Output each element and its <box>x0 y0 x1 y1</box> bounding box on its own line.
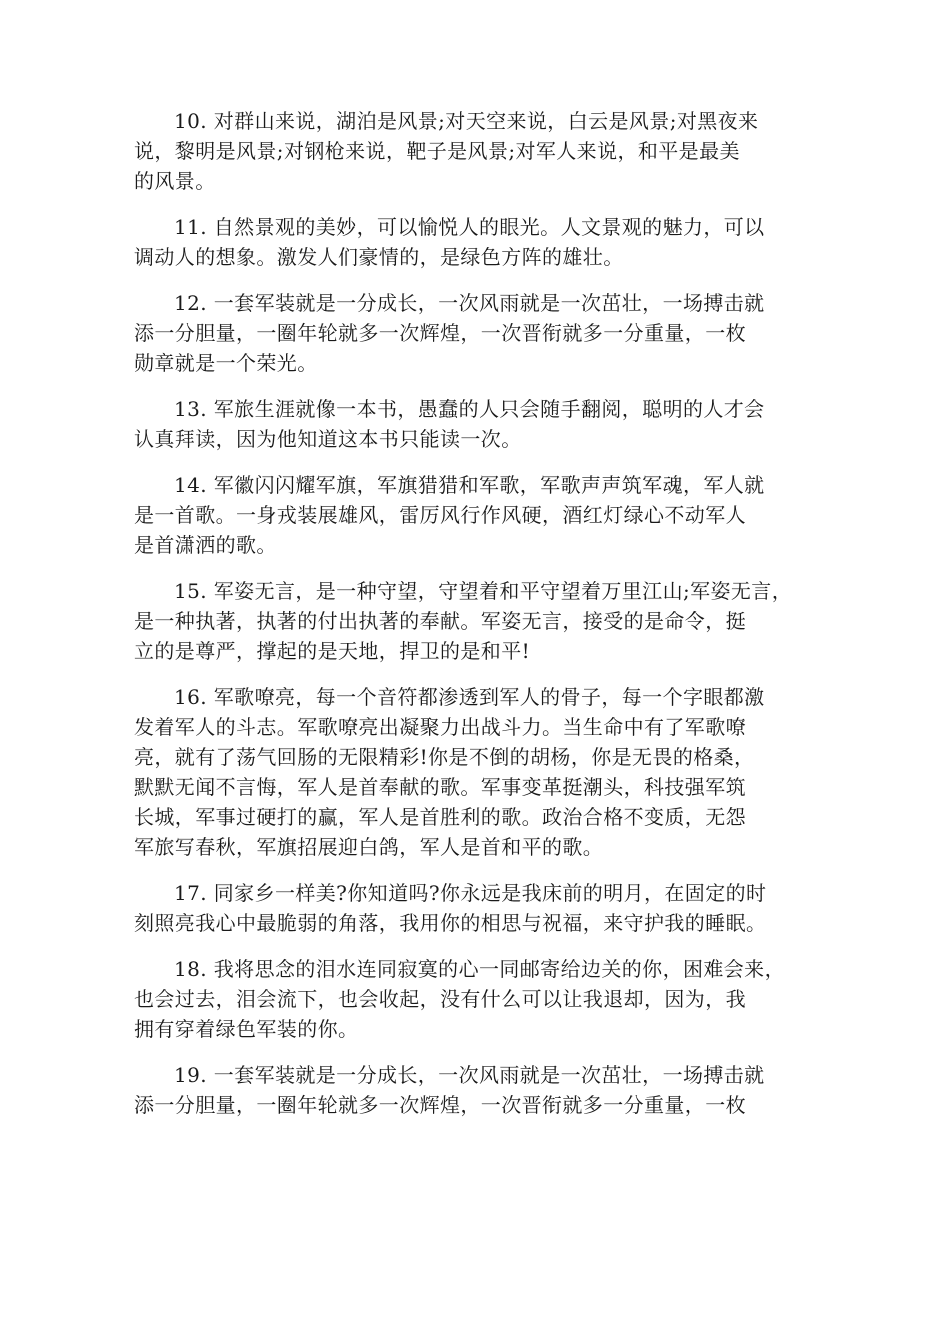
paragraph-line: 19. 一套军装就是一分成长，一次风雨就是一次茁壮，一场搏击就 <box>174 1063 765 1087</box>
paragraph-line: 的风景。 <box>134 169 216 193</box>
paragraph-16 <box>134 682 824 862</box>
paragraph-line: 亮，就有了荡气回肠的无限精彩!你是不倒的胡杨，你是无畏的格桑， <box>134 745 755 769</box>
paragraph-line: 15. 军姿无言，是一种守望，守望着和平守望着万里江山;军姿无言， <box>174 579 793 603</box>
paragraph-line: 长城，军事过硬打的赢，军人是首胜利的歌。政治合格不变质，无怨 <box>134 805 746 829</box>
paragraph-line: 军旅写春秋，军旗招展迎白鸽，军人是首和平的歌。 <box>134 835 604 859</box>
paragraph-line: 13. 军旅生涯就像一本书，愚蠢的人只会随手翻阅，聪明的人才会 <box>174 397 765 421</box>
paragraph-12 <box>134 288 824 378</box>
paragraph-line: 是一种执著，执著的付出执著的奉献。军姿无言，接受的是命令，挺 <box>134 609 746 633</box>
paragraph-line: 拥有穿着绿色军装的你。 <box>134 1017 359 1041</box>
paragraph-15 <box>134 576 824 666</box>
paragraph-line: 勋章就是一个荣光。 <box>134 351 318 375</box>
paragraph-10 <box>134 106 824 196</box>
paragraph-17 <box>134 878 824 938</box>
paragraph-18 <box>134 954 824 1044</box>
paragraph-line: 认真拜读，因为他知道这本书只能读一次。 <box>134 427 522 451</box>
paragraph-line: 18. 我将思念的泪水连同寂寞的心一同邮寄给边关的你，困难会来， <box>174 957 785 981</box>
paragraph-11 <box>134 212 824 272</box>
paragraph-line: 12. 一套军装就是一分成长，一次风雨就是一次茁壮，一场搏击就 <box>174 291 765 315</box>
paragraph-line: 发着军人的斗志。军歌嘹亮出凝聚力出战斗力。当生命中有了军歌嘹 <box>134 715 746 739</box>
paragraph-line: 是一首歌。一身戎装展雄风，雷厉风行作风硬，酒红灯绿心不动军人 <box>134 503 746 527</box>
paragraph-line: 也会过去，泪会流下，也会收起，没有什么可以让我退却，因为，我 <box>134 987 746 1011</box>
paragraph-line: 11. 自然景观的美妙，可以愉悦人的眼光。人文景观的魅力，可以 <box>174 215 765 239</box>
paragraph-line: 默默无闻不言悔，军人是首奉献的歌。军事变革挺潮头，科技强军筑 <box>134 775 746 799</box>
paragraph-19 <box>134 1060 824 1120</box>
paragraph-13 <box>134 394 824 454</box>
paragraph-line: 立的是尊严，撑起的是天地，捍卫的是和平! <box>134 639 531 663</box>
paragraph-line: 是首潇洒的歌。 <box>134 533 277 557</box>
paragraph-line: 刻照亮我心中最脆弱的角落，我用你的相思与祝福，来守护我的睡眠。 <box>134 911 767 935</box>
paragraph-line: 说，黎明是风景;对钢枪来说，靶子是风景;对军人来说，和平是最美 <box>134 139 740 163</box>
paragraph-line: 添一分胆量，一圈年轮就多一次辉煌，一次晋衔就多一分重量，一枚 <box>134 321 746 345</box>
paragraph-line: 14. 军徽闪闪耀军旗，军旗猎猎和军歌，军歌声声筑军魂，军人就 <box>174 473 765 497</box>
paragraph-14 <box>134 470 824 560</box>
paragraph-line: 添一分胆量，一圈年轮就多一次辉煌，一次晋衔就多一分重量，一枚 <box>134 1093 746 1117</box>
paragraph-line: 16. 军歌嘹亮，每一个音符都渗透到军人的骨子，每一个字眼都激 <box>174 685 765 709</box>
paragraph-line: 10. 对群山来说，湖泊是风景;对天空来说，白云是风景;对黑夜来 <box>174 109 759 133</box>
paragraph-line: 调动人的想象。激发人们豪情的，是绿色方阵的雄壮。 <box>134 245 624 269</box>
document-body <box>134 106 824 1136</box>
paragraph-line: 17. 同家乡一样美?你知道吗?你永远是我床前的明月，在固定的时 <box>174 881 767 905</box>
